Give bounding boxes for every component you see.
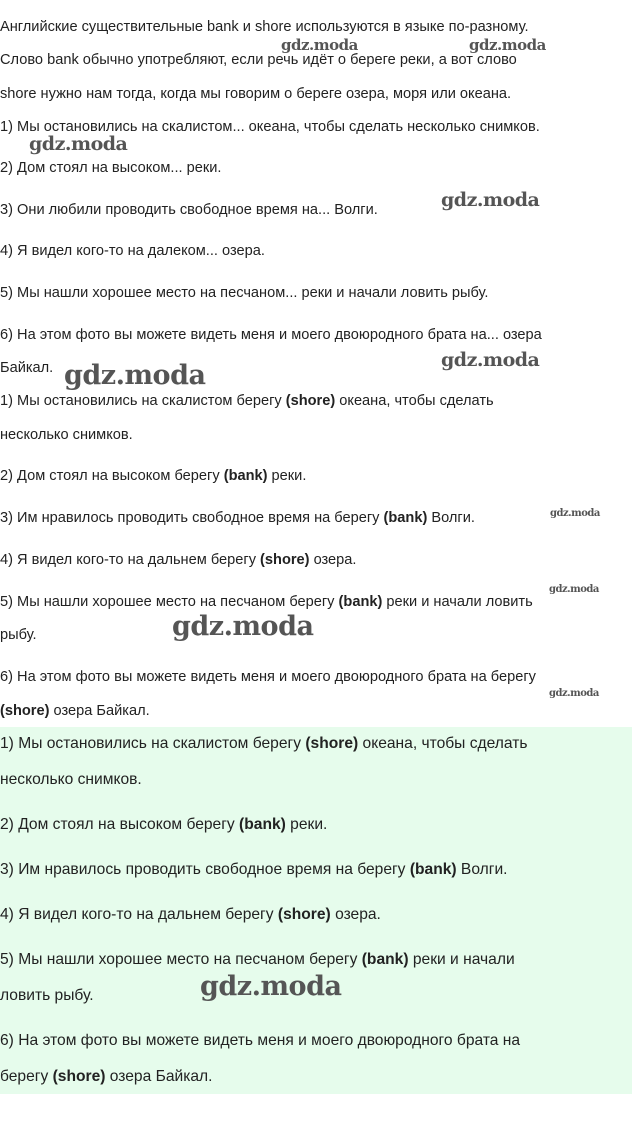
watermark: gdz.moda <box>441 189 540 211</box>
watermark: gdz.moda <box>469 36 546 54</box>
question-6-cont: Байкал. <box>0 360 54 376</box>
answer1-1-cont: несколько снимков. <box>0 427 133 443</box>
answer2-3: 3) Им нравилось проводить свободное время на берегу (bank) Волги. <box>0 861 508 878</box>
watermark: gdz.moda <box>441 349 540 371</box>
answer1-5-cont: рыбу. <box>0 627 37 643</box>
answer2-4: 4) Я видел кого-то на дальнем берегу (shore) озера. <box>0 906 381 923</box>
watermark: gdz.moda <box>281 36 358 54</box>
question-4: 4) Я видел кого-то на далеком... озера. <box>0 243 265 259</box>
answer2-6-cont: берегу (shore) озера Байкал. <box>0 1068 213 1085</box>
watermark: gdz.moda <box>64 360 206 391</box>
watermark: gdz.moda <box>549 584 599 595</box>
answer1-3: 3) Им нравилось проводить свободное время на берегу (bank) Волги. <box>0 510 475 526</box>
answer2-6: 6) На этом фото вы можете видеть меня и моего двоюродного брата на <box>0 1032 521 1049</box>
question-5: 5) Мы нашли хорошее место на песчаном... реки и начали ловить рыбу. <box>0 285 489 301</box>
watermark: gdz.moda <box>549 688 599 699</box>
question-6: 6) На этом фото вы можете видеть меня и моего двоюродного брата на... озера <box>0 327 542 343</box>
answer1-5: 5) Мы нашли хорошее место на песчаном берегу (bank) реки и начали ловить <box>0 594 533 610</box>
intro-line-1: Английские существительные bank и shore используются в языке по-разному. <box>0 19 529 35</box>
watermark: gdz.moda <box>172 611 314 642</box>
watermark: gdz.moda <box>29 133 128 155</box>
answer1-1: 1) Мы остановились на скалистом берегу (shore) океана, чтобы сделать <box>0 393 494 409</box>
question-3: 3) Они любили проводить свободное время на... Волги. <box>0 202 378 218</box>
answer2-2: 2) Дом стоял на высоком берегу (bank) реки. <box>0 816 328 833</box>
answer2-5: 5) Мы нашли хорошее место на песчаном берегу (bank) реки и начали <box>0 951 515 968</box>
answer2-5-cont: ловить рыбу. <box>0 987 94 1004</box>
question-2: 2) Дом стоял на высоком... реки. <box>0 160 222 176</box>
intro-line-3: shore нужно нам тогда, когда мы говорим о береге озера, моря или океана. <box>0 86 512 102</box>
intro-line-2: Слово bank обычно употребляют, если речь идёт о береге реки, а вот слово <box>0 52 517 68</box>
watermark: gdz.moda <box>550 508 600 519</box>
answer1-6: 6) На этом фото вы можете видеть меня и моего двоюродного брата на берегу <box>0 669 536 685</box>
answer2-1: 1) Мы остановились на скалистом берегу (shore) океана, чтобы сделать <box>0 735 528 752</box>
watermark: gdz.moda <box>200 971 342 1002</box>
answer1-4: 4) Я видел кого-то на дальнем берегу (shore) озера. <box>0 552 357 568</box>
answer1-2: 2) Дом стоял на высоком берегу (bank) реки. <box>0 468 307 484</box>
answer1-6-cont: (shore) озера Байкал. <box>0 703 150 719</box>
question-1: 1) Мы остановились на скалистом... океана, чтобы сделать несколько снимков. <box>0 119 540 135</box>
answer2-1-cont: несколько снимков. <box>0 771 142 788</box>
